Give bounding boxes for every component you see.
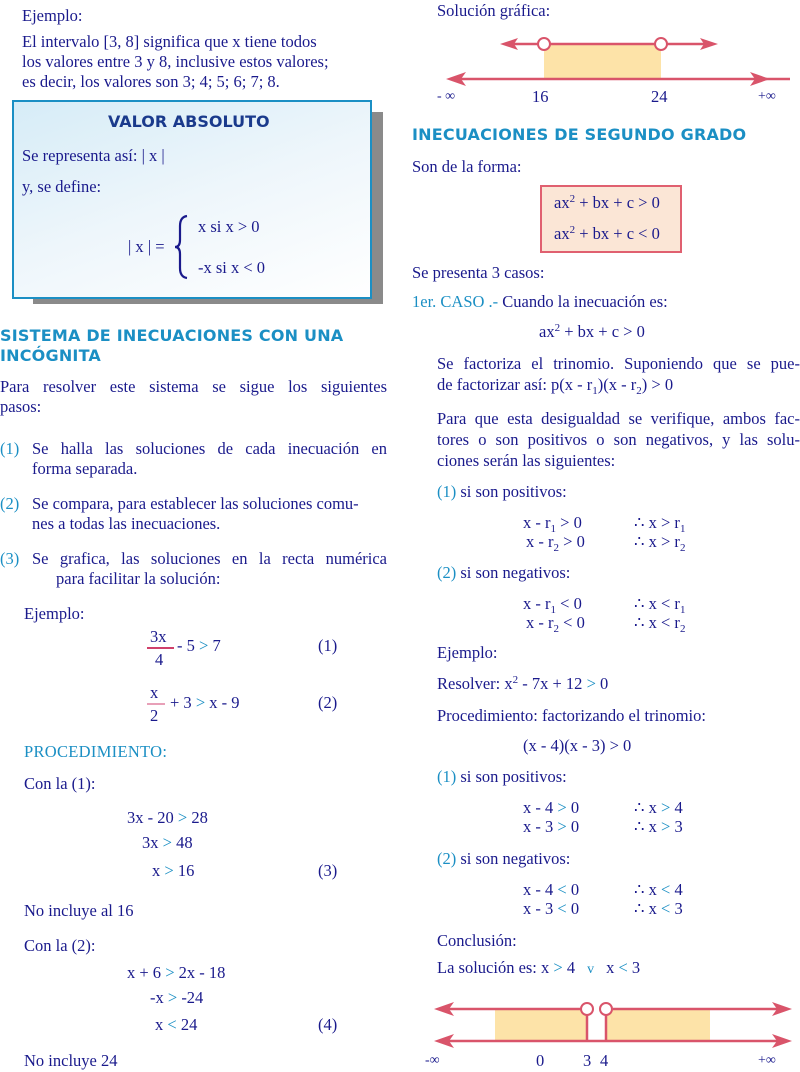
con2-step-3: x < 24	[155, 1015, 198, 1034]
final-tick-3: 3	[583, 1051, 592, 1070]
final-tick-pos-inf: +∞	[758, 1053, 776, 1068]
example-label: Ejemplo:	[22, 6, 83, 25]
eq2-rest: + 3 > x - 9	[170, 693, 240, 712]
tick-pos-inf: +∞	[758, 89, 776, 104]
intro-line-3: es decir, los valores son 3; 4; 5; 6; 7; 8.	[22, 72, 280, 91]
form-1: $ax^2$ + bx + c > 0	[554, 193, 660, 212]
con1-step-3: x > 16	[152, 861, 195, 880]
con1-step-2: 3x > 48	[142, 833, 193, 852]
general-neg-row-1: $x - r_1 < 0$	[523, 594, 582, 616]
abs-case-2: -x si x < 0	[198, 258, 266, 277]
tres-casos-text: Se presenta 3 casos:	[412, 263, 545, 282]
sistema-title-line-2: INCÓGNITA	[0, 346, 102, 365]
con2-step-2: -x > -24	[150, 988, 204, 1007]
caso-1-line: 1er. CASO .- Cuando la inecuación es:	[412, 292, 668, 311]
ex-pos-row-2: x - 3 > 0	[523, 817, 580, 836]
ex-neg-result-1: ∴ x < 4	[634, 880, 683, 899]
step-1-line-1: Se halla las soluciones de cada inecuación en	[32, 439, 387, 458]
step-3-line-1: Se grafica, las soluciones en la recta numérica	[32, 549, 387, 568]
para-que-line-3: ciones serán las siguientes:	[437, 451, 616, 470]
no-incluye-16: No incluye al 16	[24, 901, 134, 920]
intro-line-2: los valores entre 3 y 8, inclusive estos valores;	[22, 52, 329, 71]
segundo-grado-title: INECUACIONES DE SEGUNDO GRADO	[412, 125, 747, 144]
eq1-tag: (1)	[318, 636, 338, 655]
eq1-rest: - 5 > 7	[177, 636, 221, 655]
factored-eq: (x - 4)(x - 3) > 0	[523, 736, 632, 755]
solucion-grafica-label: Solución gráfica:	[437, 1, 551, 20]
general-pos-result-1: ∴ $x > r_1$	[634, 513, 686, 535]
solucion-text: La solución es: x > 4 v x < 3	[437, 958, 641, 977]
eq2-tag: (2)	[318, 693, 338, 712]
factoriza-line-2: de factorizar así: $p(x - r_1)(x - r_2) > 0$	[437, 375, 674, 397]
intro-line-1: El intervalo [3, 8] significa que x tiene todos	[22, 32, 317, 51]
step-3-num: (3)	[0, 549, 20, 568]
step-1-num: (1)	[0, 439, 20, 458]
para-que-line-2: tores o son positivos o son negativos, y las solu-	[437, 430, 800, 449]
curly-brace-icon	[174, 214, 190, 280]
final-tick-0: 0	[536, 1051, 545, 1070]
general-pos-row-1: $x - r_1 > 0$	[523, 513, 582, 535]
define-text: y, se define:	[22, 177, 102, 196]
no-incluye-24: No incluye 24	[24, 1051, 118, 1070]
general-neg-row-2: $x - r_2 < 0$	[526, 613, 585, 635]
eq1-denominator: 4	[155, 650, 164, 669]
con1-step-1: 3x - 20 > 28	[127, 808, 208, 827]
con1-label: Con la (1):	[24, 774, 96, 793]
number-line-chart-2	[430, 996, 800, 1048]
tick-24: 24	[651, 87, 668, 106]
ex-neg-row-1: x - 4 < 0	[523, 880, 580, 899]
resolver-text: Resolver: $x^2 - 7x + 12 > 0$	[437, 674, 609, 693]
step-2-num: (2)	[0, 494, 20, 513]
number-line-chart-1	[440, 30, 790, 90]
ex-pos-row-1: x - 4 > 0	[523, 798, 580, 817]
con1-tag: (3)	[318, 861, 338, 880]
caso-1-eq: $ax^2$ + bx + c > 0	[539, 322, 645, 341]
ex-pos-result-1: ∴ x > 4	[634, 798, 683, 817]
step-1-line-2: forma separada.	[32, 459, 138, 478]
represent-text: Se representa así: | x |	[22, 146, 165, 165]
tick-neg-inf: - ∞	[437, 89, 456, 104]
abs-case-1: x si x > 0	[198, 217, 260, 236]
general-neg-result-2: ∴ $x < r_2$	[634, 613, 686, 635]
sistema-example-label: Ejemplo:	[24, 604, 85, 623]
step-2-line-1: Se compara, para establecer las soluciones comu-	[32, 494, 359, 513]
general-pos-result-2: ∴ $x > r_2$	[634, 532, 686, 554]
ex-neg-result-2: ∴ x < 3	[634, 899, 683, 918]
step-3-line-2: para facilitar la solución:	[56, 569, 221, 588]
general-neg-label: (2) si son negativos:	[437, 563, 571, 582]
ex-pos-result-2: ∴ x > 3	[634, 817, 683, 836]
procedimiento-text: Procedimiento: factorizando el trinomio:	[437, 706, 706, 725]
ex-pos-label: (1) si son positivos:	[437, 767, 567, 786]
step-2-line-2: nes a todas las inecuaciones.	[32, 514, 221, 533]
general-neg-result-1: ∴ $x < r_1$	[634, 594, 686, 616]
sistema-title-line-1: SISTEMA DE INECUACIONES CON UNA	[0, 326, 344, 345]
factoriza-line-1: Se factoriza el trinomio. Suponiendo que se pue-	[437, 354, 800, 373]
eq2-denominator: 2	[150, 706, 159, 725]
final-tick-neg-inf: -∞	[425, 1053, 440, 1068]
segundo-ejemplo-label: Ejemplo:	[437, 643, 498, 662]
ex-neg-label: (2) si son negativos:	[437, 849, 571, 868]
general-pos-label: (1) si son positivos:	[437, 482, 567, 501]
para-que-line-1: Para que esta desigualdad se verifique, ambos fac-	[437, 409, 800, 428]
con2-tag: (4)	[318, 1015, 338, 1034]
final-tick-4: 4	[600, 1051, 609, 1070]
abs-lhs: | x | =	[128, 237, 165, 256]
form-2: $ax^2$ + bx + c < 0	[554, 224, 660, 243]
eq1-numerator: 3x	[150, 627, 167, 646]
son-forma-text: Son de la forma:	[412, 157, 522, 176]
con2-label: Con la (2):	[24, 936, 96, 955]
tick-16: 16	[532, 87, 549, 106]
sistema-intro-line-2: pasos:	[0, 397, 42, 416]
eq2-numerator: x	[150, 683, 159, 702]
valor-absoluto-title: VALOR ABSOLUTO	[108, 112, 270, 131]
procedimiento-heading: PROCEDIMIENTO:	[24, 742, 168, 761]
sistema-intro-line-1: Para resolver este sistema se sigue los siguientes	[0, 377, 387, 396]
ex-neg-row-2: x - 3 < 0	[523, 899, 580, 918]
conclusion-label: Conclusión:	[437, 931, 517, 950]
general-pos-row-2: $x - r_2 > 0$	[526, 532, 585, 554]
con2-step-1: x + 6 > 2x - 18	[127, 963, 226, 982]
